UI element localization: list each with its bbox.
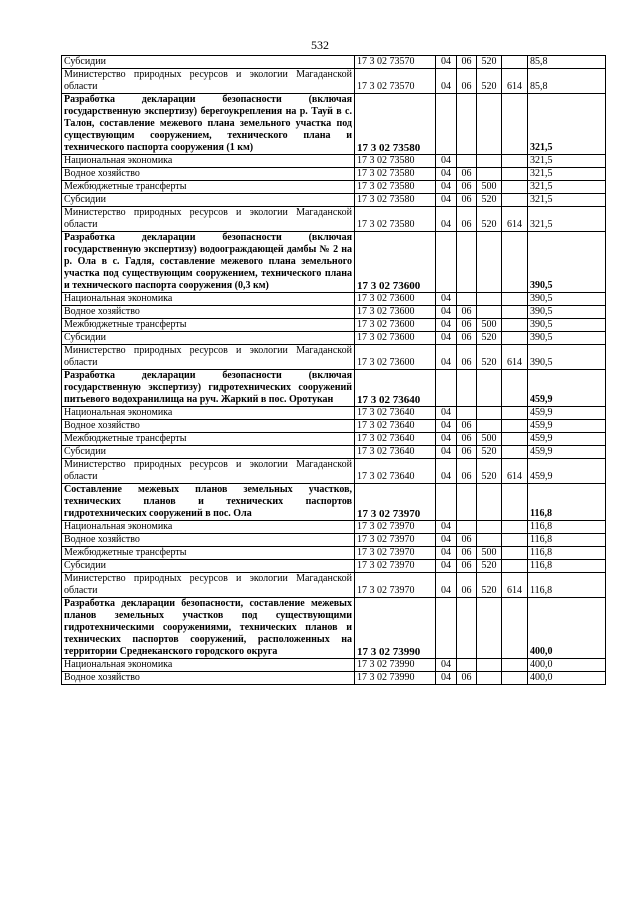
row-name-cell: Межбюджетные трансферты <box>62 181 355 194</box>
section-cell: 04 <box>436 459 457 484</box>
section-cell <box>436 232 457 293</box>
table-row <box>62 293 606 306</box>
subsection-cell <box>457 94 477 155</box>
section-cell: 04 <box>436 573 457 598</box>
row-name-cell: Национальная экономика <box>62 407 355 420</box>
page-number: 532 <box>311 38 329 52</box>
department-cell <box>502 181 528 194</box>
table-row <box>62 332 606 345</box>
department-cell: 614 <box>502 207 528 232</box>
target-article-cell: 17 3 02 73600 <box>355 232 436 293</box>
target-article-cell: 17 3 02 73600 <box>355 293 436 306</box>
target-article-cell: 17 3 02 73600 <box>355 306 436 319</box>
row-name-cell: Национальная экономика <box>62 659 355 672</box>
department-cell <box>502 194 528 207</box>
row-name-cell: Водное хозяйство <box>62 420 355 433</box>
row-name-cell: Межбюджетные трансферты <box>62 547 355 560</box>
target-article-cell: 17 3 02 73640 <box>355 433 436 446</box>
target-article-cell: 17 3 02 73580 <box>355 194 436 207</box>
amount-cell: 116,8 <box>528 573 606 598</box>
department-cell <box>502 168 528 181</box>
row-name-cell: Разработка декларации безопасности (включая государственную экспертизу) берегоукрепления на р. Тауй в с. Талон, составление межевого плана земельного участка под существующим сооружением, технического плана и технического паспорта сооружения (1 км) <box>62 94 355 155</box>
subsection-cell: 06 <box>457 345 477 370</box>
amount-cell: 390,5 <box>528 306 606 319</box>
section-cell: 04 <box>436 56 457 69</box>
subsection-cell <box>457 293 477 306</box>
target-article-cell: 17 3 02 73990 <box>355 672 436 685</box>
section-cell: 04 <box>436 168 457 181</box>
subsection-cell: 06 <box>457 207 477 232</box>
table-row <box>62 306 606 319</box>
expense-type-cell: 520 <box>477 207 502 232</box>
department-cell: 614 <box>502 345 528 370</box>
expense-type-cell <box>477 534 502 547</box>
amount-cell: 321,5 <box>528 155 606 168</box>
department-cell <box>502 521 528 534</box>
target-article-cell: 17 3 02 73640 <box>355 407 436 420</box>
amount-cell: 116,8 <box>528 534 606 547</box>
subsection-cell: 06 <box>457 446 477 459</box>
expense-type-cell <box>477 293 502 306</box>
department-cell <box>502 407 528 420</box>
row-name-cell: Министерство природных ресурсов и экологии Магаданской области <box>62 573 355 598</box>
target-article-cell: 17 3 02 73580 <box>355 181 436 194</box>
expense-type-cell: 520 <box>477 459 502 484</box>
target-article-cell: 17 3 02 73640 <box>355 459 436 484</box>
row-name-cell: Разработка декларации безопасности (включая государственную экспертизу) гидротехнических сооружений питьевого водохранилища на руч. Жаркий в пос. Оротукан <box>62 370 355 407</box>
expense-type-cell <box>477 168 502 181</box>
row-name-cell: Межбюджетные трансферты <box>62 433 355 446</box>
expense-type-cell: 500 <box>477 181 502 194</box>
department-cell <box>502 560 528 573</box>
amount-cell: 400,0 <box>528 659 606 672</box>
row-name-cell: Составление межевых планов земельных участков, технических планов и технических паспортов гидротехнических сооружений в пос. Ола <box>62 484 355 521</box>
department-cell <box>502 446 528 459</box>
department-cell <box>502 155 528 168</box>
target-article-cell: 17 3 02 73970 <box>355 534 436 547</box>
table-row <box>62 207 606 232</box>
subsection-cell: 06 <box>457 332 477 345</box>
amount-cell: 390,5 <box>528 332 606 345</box>
subsection-cell: 06 <box>457 69 477 94</box>
target-article-cell: 17 3 02 73600 <box>355 345 436 370</box>
target-article-cell: 17 3 02 73580 <box>355 155 436 168</box>
section-cell: 04 <box>436 181 457 194</box>
section-cell: 04 <box>436 560 457 573</box>
target-article-cell: 17 3 02 73580 <box>355 168 436 181</box>
row-name-cell: Разработка декларации безопасности, составление межевых планов земельных участков под существующими гидротехническими сооружениями, технических планов и технических паспортов сооружений, расположенных на территории Среднеканского городского округа <box>62 598 355 659</box>
section-cell: 04 <box>436 207 457 232</box>
amount-cell: 116,8 <box>528 547 606 560</box>
subsection-cell: 06 <box>457 560 477 573</box>
department-cell <box>502 433 528 446</box>
department-cell <box>502 659 528 672</box>
amount-cell: 85,8 <box>528 69 606 94</box>
amount-cell: 85,8 <box>528 56 606 69</box>
subsection-cell: 06 <box>457 672 477 685</box>
budget-table <box>61 55 606 685</box>
amount-cell: 459,9 <box>528 459 606 484</box>
subsection-cell: 06 <box>457 56 477 69</box>
amount-cell: 116,8 <box>528 560 606 573</box>
section-cell: 04 <box>436 547 457 560</box>
subsection-cell: 06 <box>457 319 477 332</box>
subsection-cell: 06 <box>457 547 477 560</box>
row-name-cell: Водное хозяйство <box>62 534 355 547</box>
section-cell: 04 <box>436 194 457 207</box>
target-article-cell: 17 3 02 73990 <box>355 659 436 672</box>
amount-cell: 459,9 <box>528 433 606 446</box>
amount-cell: 459,9 <box>528 446 606 459</box>
amount-cell: 116,8 <box>528 484 606 521</box>
row-name-cell: Межбюджетные трансферты <box>62 319 355 332</box>
subsection-cell: 06 <box>457 433 477 446</box>
section-cell: 04 <box>436 319 457 332</box>
table-row-program <box>62 598 606 659</box>
row-name-cell: Министерство природных ресурсов и экологии Магаданской области <box>62 69 355 94</box>
section-cell: 04 <box>436 672 457 685</box>
row-name-cell: Субсидии <box>62 56 355 69</box>
row-name-cell: Министерство природных ресурсов и экологии Магаданской области <box>62 207 355 232</box>
expense-type-cell: 520 <box>477 69 502 94</box>
subsection-cell <box>457 659 477 672</box>
target-article-cell: 17 3 02 73640 <box>355 446 436 459</box>
target-article-cell: 17 3 02 73640 <box>355 420 436 433</box>
expense-type-cell: 500 <box>477 319 502 332</box>
expense-type-cell <box>477 521 502 534</box>
target-article-cell: 17 3 02 73970 <box>355 560 436 573</box>
target-article-cell: 17 3 02 73970 <box>355 573 436 598</box>
table-row <box>62 446 606 459</box>
table-row <box>62 345 606 370</box>
subsection-cell <box>457 232 477 293</box>
table-row <box>62 534 606 547</box>
section-cell: 04 <box>436 332 457 345</box>
table-row <box>62 459 606 484</box>
department-cell <box>502 534 528 547</box>
table-row <box>62 56 606 69</box>
amount-cell: 321,5 <box>528 181 606 194</box>
department-cell <box>502 56 528 69</box>
table-row <box>62 659 606 672</box>
amount-cell: 400,0 <box>528 672 606 685</box>
section-cell: 04 <box>436 534 457 547</box>
expense-type-cell <box>477 370 502 407</box>
table-row <box>62 319 606 332</box>
section-cell: 04 <box>436 293 457 306</box>
section-cell: 04 <box>436 306 457 319</box>
section-cell <box>436 484 457 521</box>
section-cell <box>436 598 457 659</box>
table-body <box>62 56 606 685</box>
section-cell: 04 <box>436 155 457 168</box>
department-cell <box>502 306 528 319</box>
expense-type-cell <box>477 484 502 521</box>
department-cell <box>502 319 528 332</box>
department-cell <box>502 293 528 306</box>
table-row <box>62 194 606 207</box>
table-row <box>62 573 606 598</box>
row-name-cell: Национальная экономика <box>62 155 355 168</box>
target-article-cell: 17 3 02 73570 <box>355 69 436 94</box>
section-cell <box>436 94 457 155</box>
table-row <box>62 433 606 446</box>
row-name-cell: Водное хозяйство <box>62 306 355 319</box>
target-article-cell: 17 3 02 73990 <box>355 598 436 659</box>
amount-cell: 400,0 <box>528 598 606 659</box>
expense-type-cell: 520 <box>477 332 502 345</box>
department-cell <box>502 232 528 293</box>
subsection-cell <box>457 407 477 420</box>
subsection-cell <box>457 370 477 407</box>
row-name-cell: Водное хозяйство <box>62 168 355 181</box>
department-cell <box>502 484 528 521</box>
section-cell: 04 <box>436 521 457 534</box>
row-name-cell: Национальная экономика <box>62 521 355 534</box>
row-name-cell: Национальная экономика <box>62 293 355 306</box>
row-name-cell: Субсидии <box>62 560 355 573</box>
department-cell <box>502 598 528 659</box>
row-name-cell: Министерство природных ресурсов и экологии Магаданской области <box>62 459 355 484</box>
expense-type-cell <box>477 155 502 168</box>
expense-type-cell: 520 <box>477 446 502 459</box>
expense-type-cell: 520 <box>477 573 502 598</box>
subsection-cell: 06 <box>457 168 477 181</box>
amount-cell: 321,5 <box>528 207 606 232</box>
table-row <box>62 521 606 534</box>
table-row <box>62 407 606 420</box>
expense-type-cell <box>477 94 502 155</box>
expense-type-cell <box>477 659 502 672</box>
subsection-cell <box>457 155 477 168</box>
expense-type-cell: 520 <box>477 560 502 573</box>
department-cell <box>502 94 528 155</box>
target-article-cell: 17 3 02 73600 <box>355 319 436 332</box>
amount-cell: 390,5 <box>528 345 606 370</box>
table-row-program <box>62 232 606 293</box>
subsection-cell <box>457 521 477 534</box>
subsection-cell: 06 <box>457 181 477 194</box>
table-row-program <box>62 370 606 407</box>
target-article-cell: 17 3 02 73580 <box>355 207 436 232</box>
row-name-cell: Разработка декларации безопасности (включая государственную экспертизу) водоограждающей дамбы № 2 на р. Ола в с. Гадля, составление межевого плана земельного участка под существующим сооружением, технического плана и технического паспорта сооружения (0,3 км) <box>62 232 355 293</box>
section-cell: 04 <box>436 420 457 433</box>
department-cell <box>502 420 528 433</box>
expense-type-cell <box>477 598 502 659</box>
amount-cell: 459,9 <box>528 370 606 407</box>
department-cell <box>502 672 528 685</box>
table-row <box>62 69 606 94</box>
row-name-cell: Министерство природных ресурсов и экологии Магаданской области <box>62 345 355 370</box>
department-cell: 614 <box>502 573 528 598</box>
subsection-cell: 06 <box>457 459 477 484</box>
table-row-program <box>62 94 606 155</box>
amount-cell: 390,5 <box>528 232 606 293</box>
row-name-cell: Субсидии <box>62 332 355 345</box>
amount-cell: 390,5 <box>528 293 606 306</box>
table-row <box>62 168 606 181</box>
amount-cell: 459,9 <box>528 420 606 433</box>
expense-type-cell <box>477 306 502 319</box>
expense-type-cell: 500 <box>477 433 502 446</box>
subsection-cell: 06 <box>457 534 477 547</box>
department-cell: 614 <box>502 69 528 94</box>
target-article-cell: 17 3 02 73970 <box>355 521 436 534</box>
table-row <box>62 672 606 685</box>
amount-cell: 116,8 <box>528 521 606 534</box>
subsection-cell: 06 <box>457 420 477 433</box>
expense-type-cell: 520 <box>477 345 502 370</box>
amount-cell: 321,5 <box>528 94 606 155</box>
target-article-cell: 17 3 02 73970 <box>355 547 436 560</box>
subsection-cell: 06 <box>457 306 477 319</box>
target-article-cell: 17 3 02 73580 <box>355 94 436 155</box>
subsection-cell <box>457 598 477 659</box>
department-cell: 614 <box>502 459 528 484</box>
target-article-cell: 17 3 02 73600 <box>355 332 436 345</box>
table-row <box>62 181 606 194</box>
department-cell <box>502 332 528 345</box>
row-name-cell: Субсидии <box>62 194 355 207</box>
expense-type-cell <box>477 232 502 293</box>
table-row <box>62 547 606 560</box>
expense-type-cell <box>477 672 502 685</box>
amount-cell: 390,5 <box>528 319 606 332</box>
expense-type-cell <box>477 420 502 433</box>
target-article-cell: 17 3 02 73640 <box>355 370 436 407</box>
table-row <box>62 155 606 168</box>
department-cell <box>502 547 528 560</box>
subsection-cell <box>457 484 477 521</box>
row-name-cell: Субсидии <box>62 446 355 459</box>
row-name-cell: Водное хозяйство <box>62 672 355 685</box>
amount-cell: 459,9 <box>528 407 606 420</box>
subsection-cell: 06 <box>457 573 477 598</box>
department-cell <box>502 370 528 407</box>
section-cell <box>436 370 457 407</box>
section-cell: 04 <box>436 433 457 446</box>
subsection-cell: 06 <box>457 194 477 207</box>
target-article-cell: 17 3 02 73570 <box>355 56 436 69</box>
section-cell: 04 <box>436 69 457 94</box>
table-row <box>62 420 606 433</box>
section-cell: 04 <box>436 659 457 672</box>
amount-cell: 321,5 <box>528 168 606 181</box>
amount-cell: 321,5 <box>528 194 606 207</box>
section-cell: 04 <box>436 345 457 370</box>
expense-type-cell: 520 <box>477 56 502 69</box>
table-row-program <box>62 484 606 521</box>
target-article-cell: 17 3 02 73970 <box>355 484 436 521</box>
section-cell: 04 <box>436 446 457 459</box>
table-row <box>62 560 606 573</box>
expense-type-cell: 500 <box>477 547 502 560</box>
expense-type-cell: 520 <box>477 194 502 207</box>
section-cell: 04 <box>436 407 457 420</box>
expense-type-cell <box>477 407 502 420</box>
